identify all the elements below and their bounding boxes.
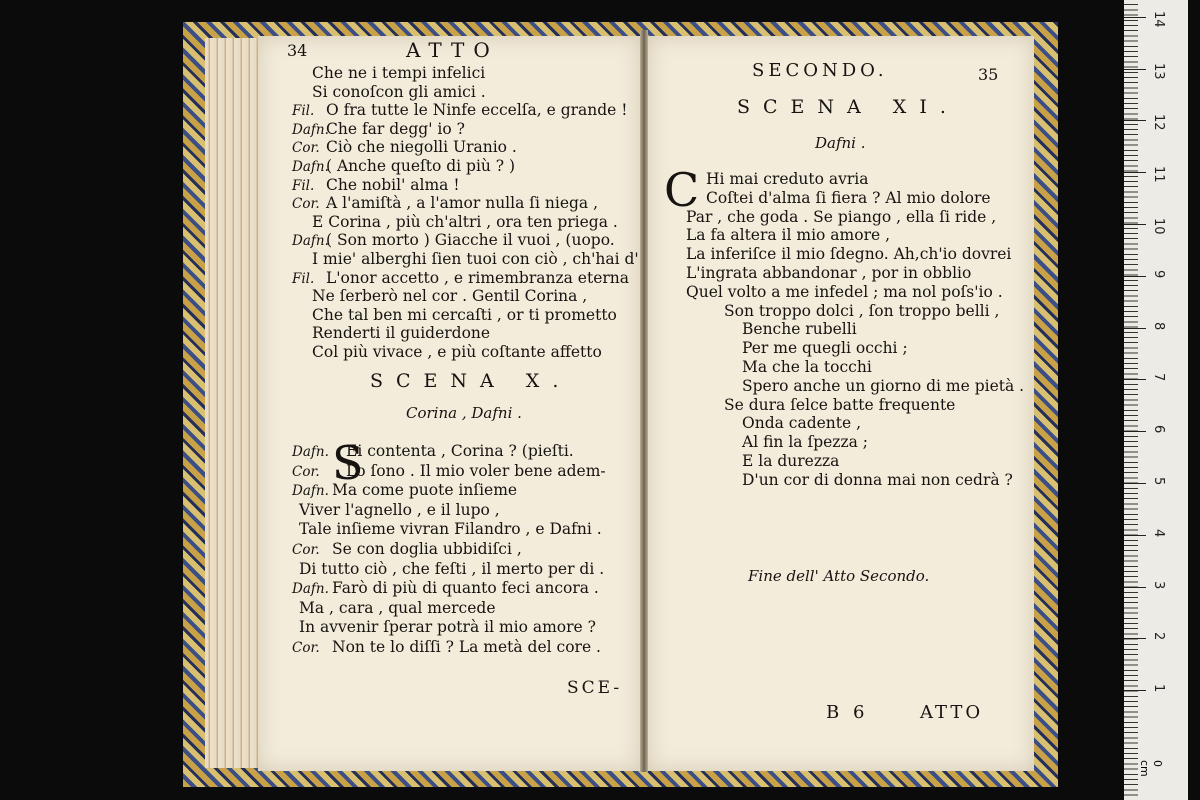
ruler-label: 2 [1151, 632, 1166, 641]
speaker-label: Fil. [292, 103, 315, 120]
scene-x-cast: Corina , Dafni . [406, 404, 522, 422]
verse-line: Per me quegli occhi ; [742, 339, 908, 358]
verse-line: Coſtei d'alma ſi fiera ? Al mio dolore [706, 188, 991, 207]
ruler-major-tick [1124, 224, 1146, 225]
ruler-label: 6 [1151, 425, 1166, 434]
ruler-major-tick [1124, 328, 1146, 329]
ruler-major-tick [1124, 172, 1146, 173]
verse-line: In avvenir ſperar potrà il mio amore ? [299, 618, 596, 637]
verse-line: Ciò che niegolli Uranio . [326, 138, 517, 157]
ruler-label: 5 [1151, 477, 1166, 486]
scene-xi-title: SCENA XI. [737, 96, 959, 118]
speaker-label: Dafn. [292, 581, 329, 598]
right-running-head: SECONDO. [752, 60, 888, 81]
ruler-major-tick [1124, 638, 1146, 639]
ruler-major-tick [1124, 535, 1146, 536]
book-gutter [640, 30, 648, 772]
ruler-label: 7 [1151, 373, 1166, 382]
ruler-label: 14 [1151, 10, 1166, 28]
ruler-label: 1 [1151, 684, 1166, 693]
verse-line: Che ne i tempi infelici [312, 64, 486, 82]
verse-line: Col più vivace , e più coſtante affetto [312, 343, 602, 361]
left-catchword: SCE- [567, 678, 623, 698]
verse-line: ( Anche queſto di più ? ) [326, 157, 516, 175]
ruler-major-tick [1124, 69, 1146, 70]
ruler-label: 8 [1151, 321, 1166, 330]
verse-line: Spero anche un giorno di me pietà . [742, 376, 1025, 395]
ruler-major-tick [1124, 17, 1146, 18]
ruler-label: 12 [1151, 114, 1166, 131]
left-page-number: 34 [287, 41, 308, 60]
ruler-major-tick [1124, 690, 1146, 691]
scene-x-dropcap: S [332, 436, 364, 490]
verse-line: Che far degg' io ? [326, 119, 465, 138]
ruler-major-tick [1124, 431, 1146, 432]
verse-line: La inferiſce il mio ſdegno. Ah,ch'io dovrei [686, 245, 1012, 264]
right-catchword: ATTO [920, 702, 984, 723]
verse-line: O fra tutte le Ninfe eccelſa, e grande ! [326, 101, 628, 120]
ruler-label: 3 [1151, 580, 1166, 589]
verse-line: E la durezza [742, 452, 840, 470]
verse-line: I mie' alberghi ſien tuoi con ciò , ch'hai d' [312, 250, 639, 268]
speaker-label: Cor. [292, 463, 320, 480]
verse-line: L'onor accetto , e rimembranza eterna [326, 268, 630, 287]
speaker-label: Fil. [292, 270, 315, 287]
speaker-label: Cor. [292, 140, 320, 157]
speaker-label: Cor. [292, 196, 320, 213]
ruler-label: 11 [1151, 166, 1166, 183]
ruler-major-tick [1124, 120, 1146, 121]
ruler-major-tick [1124, 483, 1146, 484]
verse-line: Se con doglia ubbidiſci , [332, 540, 522, 558]
speaker-label: Fil. [292, 177, 315, 194]
verse-line: Che nobil' alma ! [326, 175, 460, 194]
speaker-label: Dafn. [292, 121, 329, 138]
verse-line: L'ingrata abbandonar , por in obblio [686, 264, 972, 282]
act-end-note: Fine dell' Atto Secondo. [748, 567, 930, 585]
verse-line: Ei contenta , Corina ? (pieſti. [346, 442, 574, 460]
speaker-label: Dafn. [292, 159, 329, 175]
scene-xi-dropcap: C [664, 163, 700, 217]
scene-xi-cast: Dafni . [815, 134, 866, 152]
verse-line: D'un cor di donna mai non cedrà ? [742, 470, 1013, 489]
verse-line: Son troppo dolci , ſon troppo belli , [724, 301, 1000, 320]
ruler-label: 13 [1151, 62, 1166, 80]
verse-line: Che tal ben mi cercaſti , or ti prometto [312, 305, 617, 324]
verse-line: Si conoſcon gli amici . [312, 82, 486, 101]
verse-line: ( Son morto ) Giacche il vuoi , (uopo. [326, 231, 615, 250]
ruler-label: 9 [1151, 269, 1166, 279]
ruler-unit: 0 cm [1138, 760, 1164, 777]
verse-line: Tale inſieme vivran Filandro , e Dafni . [299, 520, 602, 539]
verse-line: Se dura ſelce batte frequente [724, 395, 956, 414]
verse-line: La fa altera il mio amore , [686, 226, 891, 245]
verse-line: Viver l'agnello , e il lupo , [299, 500, 500, 519]
verse-line: Farò di più di quanto feci ancora . [332, 579, 599, 598]
verse-line: A l'amiſtà , a l'amor nulla ſi niega , [326, 194, 599, 213]
verse-line: Par , che goda . Se piango , ella ſi ride , [686, 207, 997, 226]
speaker-label: Cor. [292, 542, 320, 558]
ruler-major-tick [1124, 379, 1146, 380]
ruler-label: 4 [1151, 528, 1166, 538]
verse-line: Ma come puote inſieme [332, 481, 518, 500]
speaker-label: Dafn. [292, 233, 329, 250]
signature-mark: B 6 [826, 702, 869, 723]
scene-x-title: SCENA X. [370, 370, 572, 392]
speaker-label: Dafn. [292, 444, 329, 460]
verse-line: Benche rubelli [742, 320, 857, 339]
verse-line: Hi mai creduto avria [706, 170, 869, 188]
verse-line: Ma che la tocchi [742, 358, 872, 376]
verse-line: Quel volto a me infedel ; ma nol poſs'io . [686, 282, 1003, 301]
verse-line: Al fin la ſpezza ; [742, 433, 869, 452]
speaker-label: Dafn. [292, 483, 329, 500]
verse-line: Renderti il guiderdone [312, 324, 491, 343]
ruler-label: 10 [1151, 218, 1166, 235]
verse-line: Non te lo diſſi ? La metà del core . [332, 638, 601, 656]
right-page-number: 35 [978, 65, 999, 84]
verse-line: Ma , cara , qual mercede [299, 598, 496, 617]
measurement-ruler [1124, 0, 1188, 800]
verse-line: Di tutto ciò , che feſti , il merto per di . [299, 559, 605, 578]
speaker-label: Cor. [292, 640, 320, 656]
ruler-major-tick [1124, 587, 1146, 588]
verse-line: Onda cadente , [742, 414, 862, 433]
verse-line: Lo ſono . Il mio voler bene adem- [346, 461, 606, 480]
ruler-major-tick [1124, 276, 1146, 277]
verse-line: E Corina , più ch'altri , ora ten priega . [312, 212, 618, 231]
verse-line: Ne ſerberò nel cor . Gentil Corina , [312, 287, 588, 306]
left-running-head: ATTO [406, 38, 499, 62]
